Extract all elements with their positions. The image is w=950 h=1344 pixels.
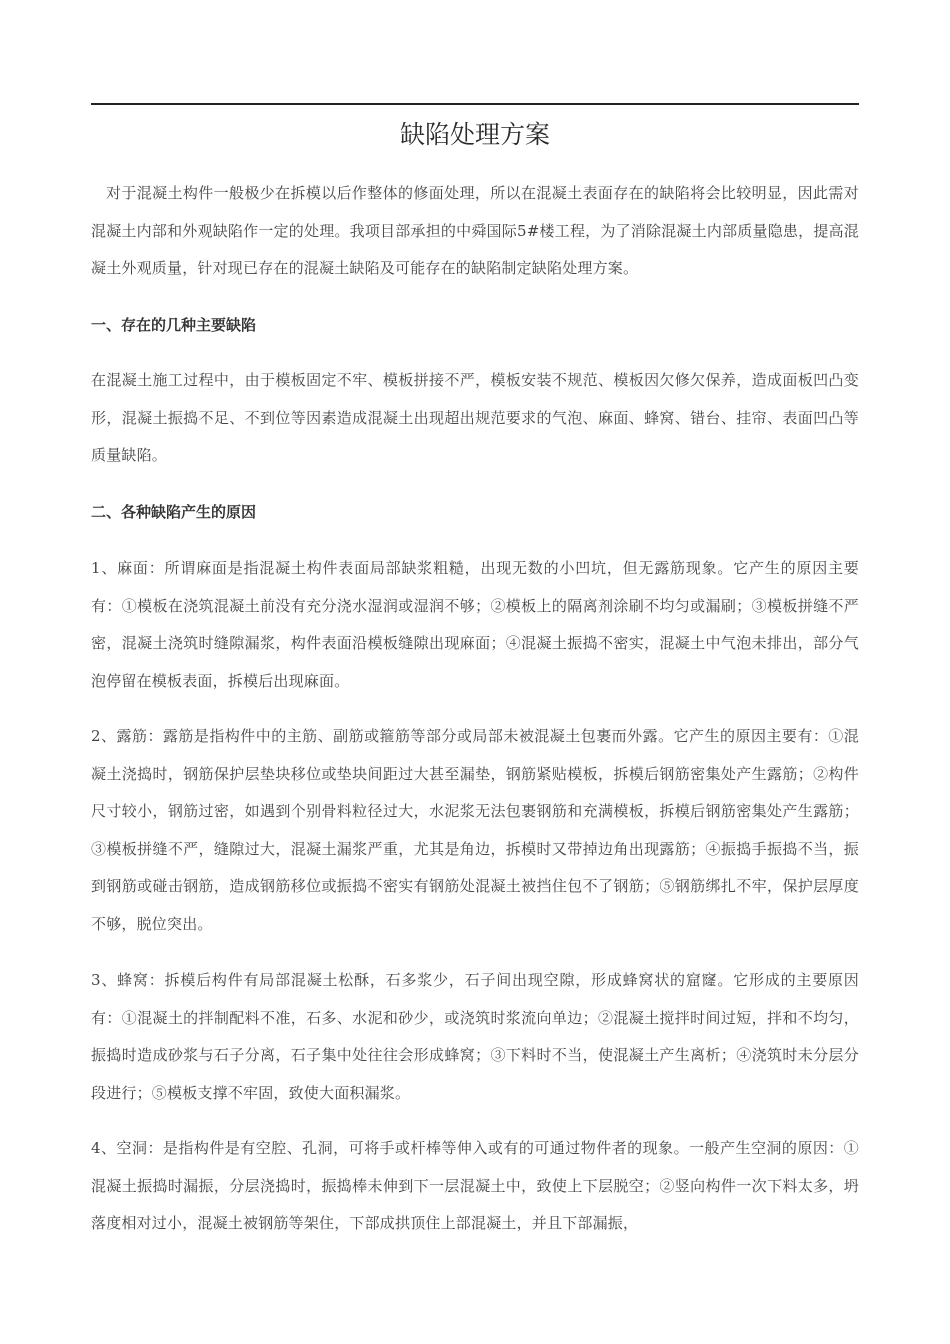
section1-paragraph: 在混凝土施工过程中，由于模板固定不牢、模板拼接不严，模板安装不规范、模板因欠修欠保养，造成面板凹凸变形，混凝土振捣不足、不到位等因素造成混凝土出现超出规范要求的气泡、麻面、蜂窝、错台、挂帘、表面凹凸等质量缺陷。 (91, 371, 859, 465)
cause-item-exposed-rebar: 2、露筋：露筋是指构件中的主筋、副筋或箍筋等部分或局部未被混凝土包裹而外露。它产生的原因主要有：①混凝土浇捣时，钢筋保护层垫块移位或垫块间距过大甚至漏垫，钢筋紧贴模板，拆模后钢筋密集处产生露筋；②构件尺寸较小，钢筋过密，如遇到个别骨料粒径过大，水泥浆无法包裹钢筋和充满模板，拆模后钢筋密集处产生露筋；③模板拼缝不严，缝隙过大，混凝土漏浆严重，尤其是角边，拆模时又带掉边角出现露筋；④振捣手振捣不当，振到钢筋或碰击钢筋，造成钢筋移位或振捣不密实有钢筋处混凝土被挡住包不了钢筋；⑤钢筋绑扎不牢，保护层厚度不够，脱位突出。 (91, 727, 859, 933)
document-title: 缺陷处理方案 (399, 120, 550, 149)
intro-paragraph: 对于混凝土构件一般极少在拆模以后作整体的修面处理，所以在混凝土表面存在的缺陷将会比较明显，因此需对混凝土内部和外观缺陷作一定的处理。我项目部承担的中舜国际5#楼工程，为了消除混凝土内部质量隐患，提高混凝土外观质量，针对现已存在的混凝土缺陷及可能存在的缺陷制定缺陷处理方案。 (91, 184, 859, 278)
section-heading-causes: 二、各种缺陷产生的原因 (91, 503, 257, 521)
cause-item-honeycomb: 3、蜂窝：拆模后构件有局部混凝土松酥，石多浆少，石子间出现空隙，形成蜂窝状的窟窿。它形成的主要原因有：①混凝土的拌制配料不准，石多、水泥和砂少，或浇筑时浆流向单边；②混凝土搅拌时间过短，拌和不均匀，振捣时造成砂浆与石子分离，石子集中处往往会形成蜂窝；③下料时不当，使混凝土产生离析；④浇筑时未分层分段进行；⑤模板支撑不牢固，致使大面积漏浆。 (91, 971, 859, 1102)
cause-item-pitting: 1、麻面：所谓麻面是指混凝土构件表面局部缺浆粗糙，出现无数的小凹坑，但无露筋现象。它产生的原因主要有：①模板在浇筑混凝土前没有充分浇水湿润或湿润不够；②模板上的隔离剂涂刷不均匀或漏刷；③模板拼缝不严密，混凝土浇筑时缝隙漏浆，构件表面沿模板缝隙出现麻面；④混凝土振捣不密实，混凝土中气泡未排出，部分气泡停留在模板表面，拆模后出现麻面。 (91, 559, 859, 690)
cause-item-voids: 4、空洞：是指构件是有空腔、孔洞，可将手或杆棒等伸入或有的可通过物件者的现象。一般产生空洞的原因：①混凝土振捣时漏振，分层浇捣时，振捣棒未伸到下一层混凝土中，致使上下层脱空；②竖向构件一次下料太多，坍落度相对过小，混凝土被钢筋等架住，下部成拱顶住上部混凝土，并且下部漏振， (91, 1139, 859, 1233)
header-rule (91, 103, 859, 105)
section-heading-defects: 一、存在的几种主要缺陷 (91, 316, 257, 334)
